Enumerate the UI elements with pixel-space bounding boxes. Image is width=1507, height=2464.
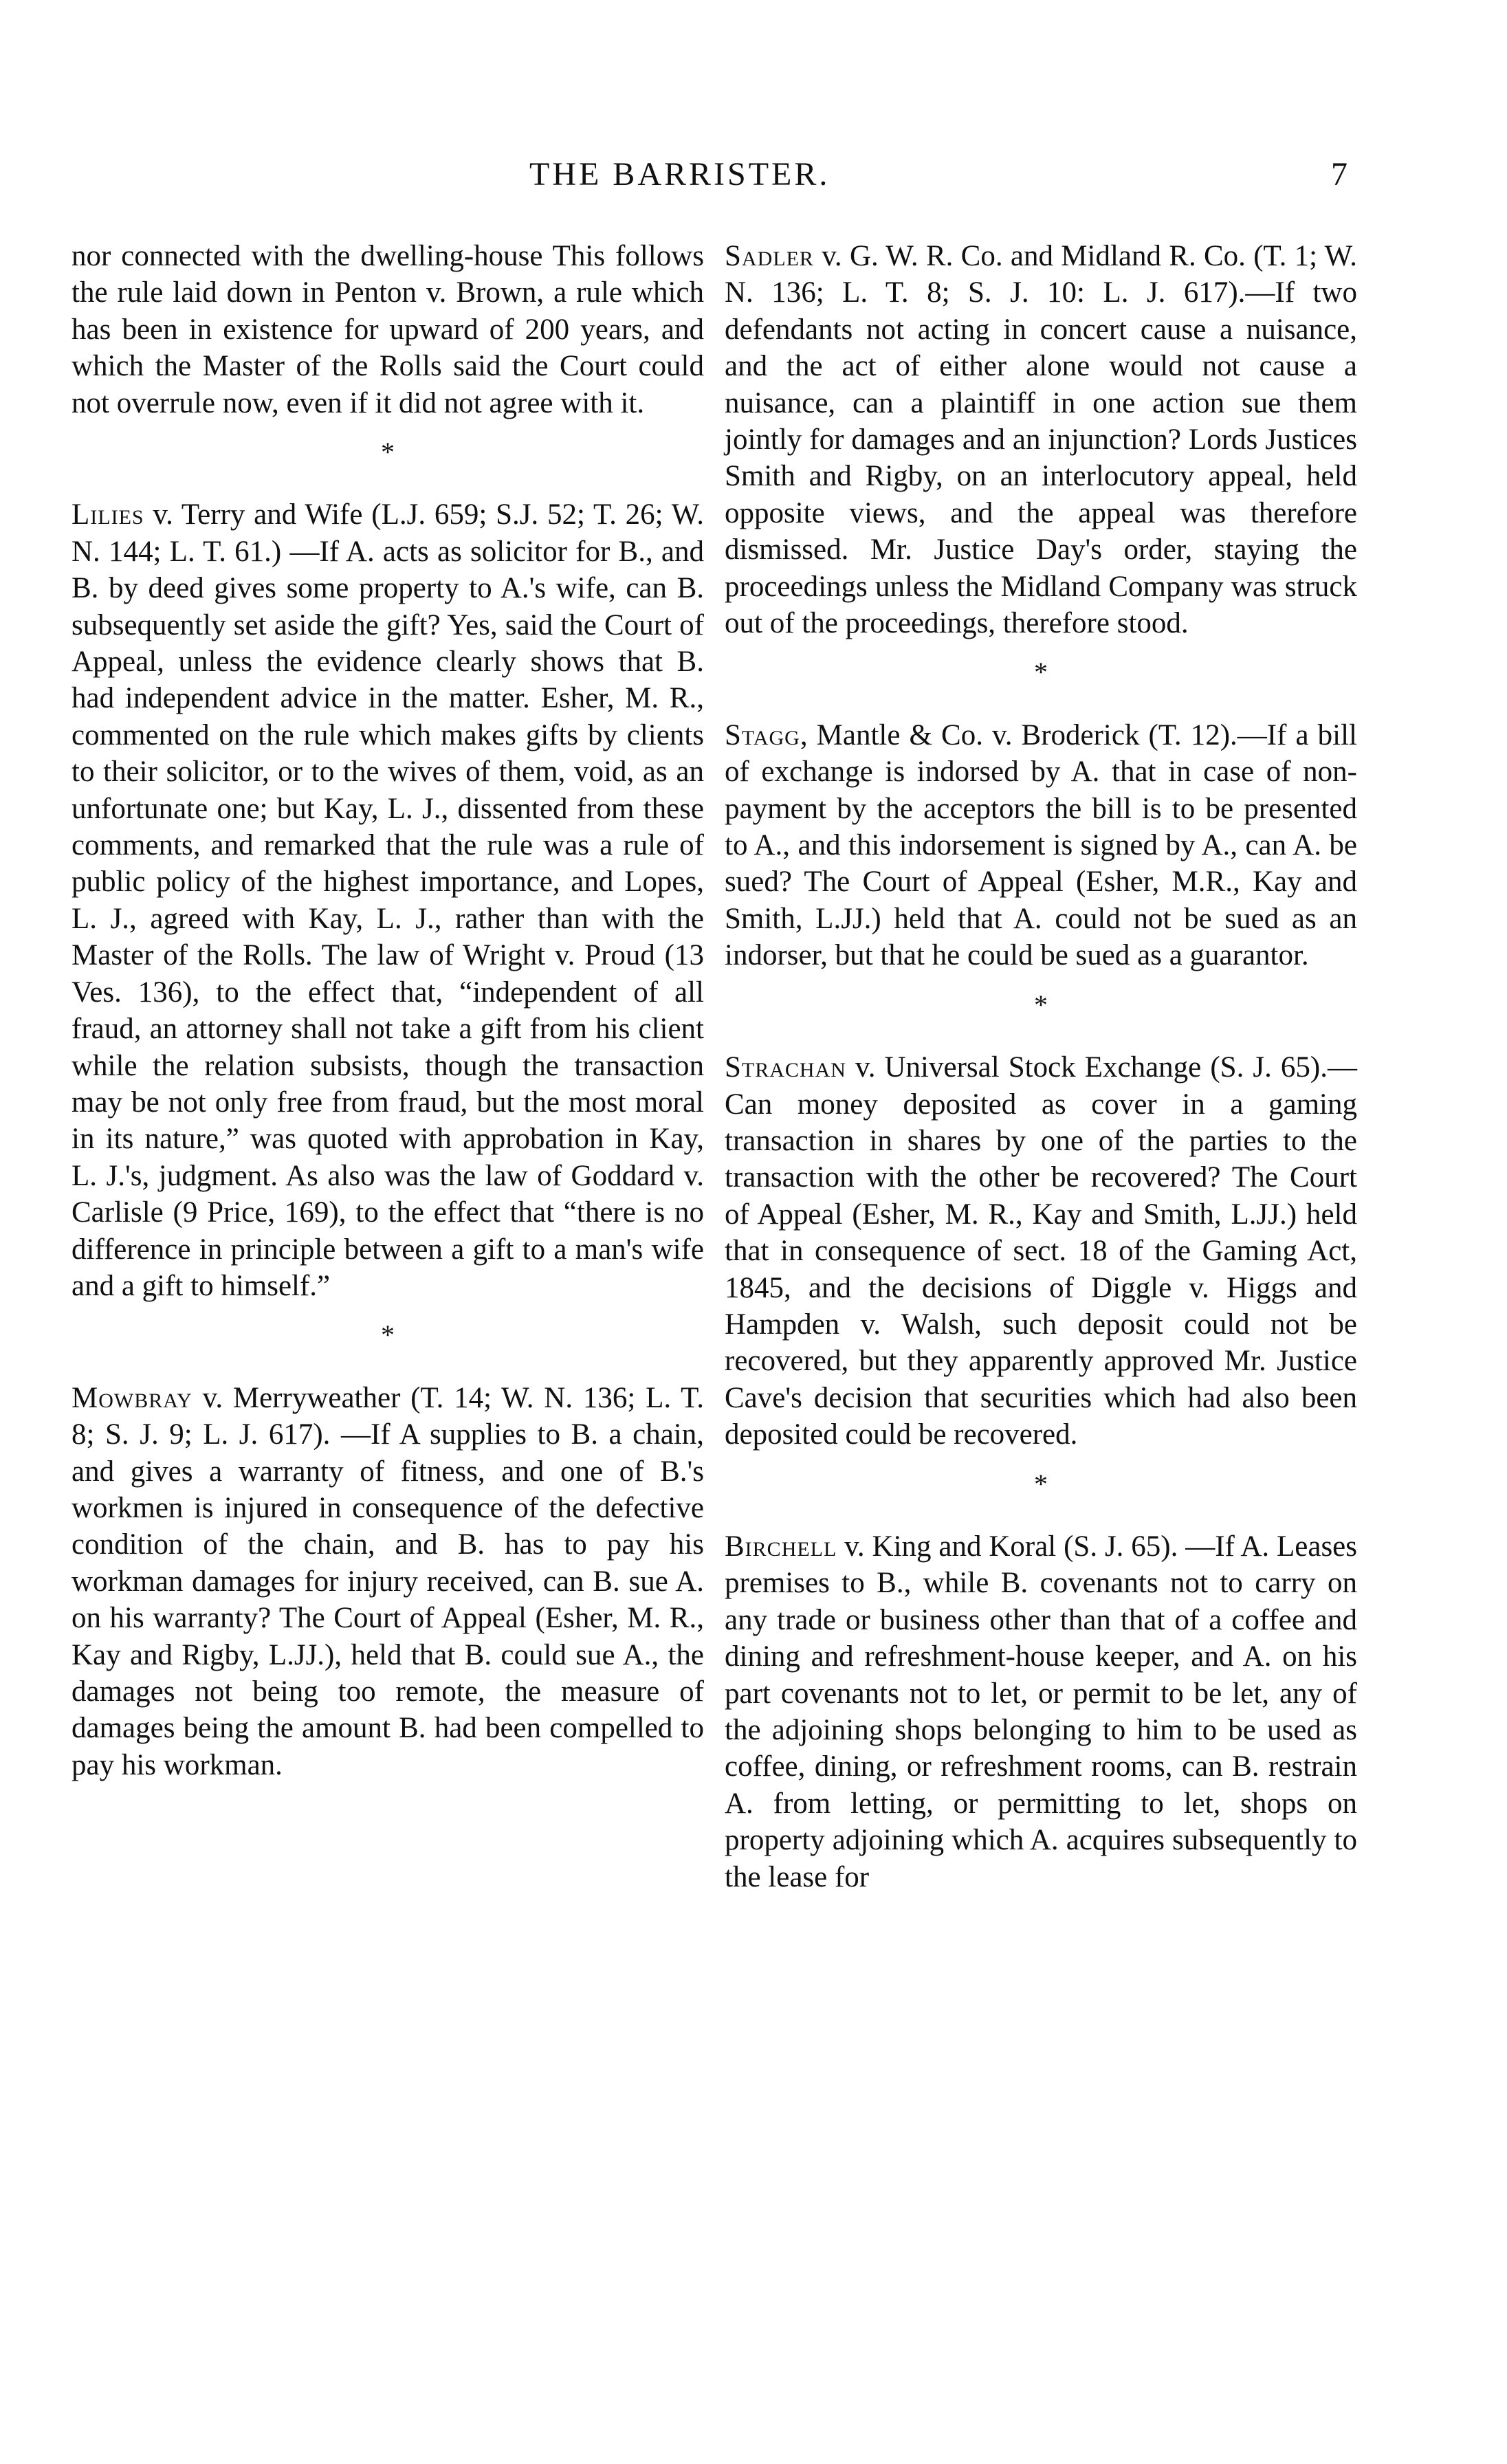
case-entry	[725, 1049, 1357, 1453]
case-text: v. Universal Stock Exchange (S. J. 65).—Can money deposited as cover in a gaming transaction in shares by one of the parties to the transaction with the other be recovered? The Court of Appeal (Esher, M. R., Kay and Smith, L.JJ.) held that in consequence of sect. 18 of the Gaming Act, 1845, and the decisions of Diggle v. Higgs and Hampden v. Walsh, such deposit could not be recovered, but they apparently approved Mr. Justice Cave's decision that securities which had also been deposited could be recovered.	[725, 1051, 1357, 1451]
case-entry	[72, 1380, 704, 1783]
right-column	[725, 238, 1357, 1895]
case-name: Strachan	[725, 1051, 846, 1084]
case-name: Sadler	[725, 240, 814, 272]
case-text: v. Terry and Wife (L.J. 659; S.J. 52; T. 26; W. N. 144; L. T. 61.) —If A. acts as solicitor for B., and B. by deed gives some property to A.'s wife, can B. subsequently set aside the gift? Yes, said the Court of Appeal, unless the evidence clearly shows that B. had independent advice in the matter. Esher, M. R., commented on the rule which makes gifts by clients to their solicitor, or to the wives of them, void, as an unfortunate one; but Kay, L. J., dissented from these comments, and remarked that the rule was a rule of public policy of the highest importance, and Lopes, L. J., agreed with Kay, L. J., rather than with the Master of the Rolls. The law of Wright v. Proud (13 Ves. 136), to the effect that, “independent of all fraud, an attorney shall not take a gift from his client while the relation subsists, though the transaction may be not only free from fraud, but the most moral in its nature,” was quoted with approbation in Kay, L. J.'s, judgment. As also was the law of Goddard v. Carlisle (9 Price, 169), to the effect that “there is no difference in principle between a gift to a man's wife and a gift to himself.”	[72, 498, 704, 1302]
case-name: Lilies	[72, 498, 144, 531]
case-text: , Mantle & Co. v. Broderick (T. 12).—If a bill of exchange is indorsed by A. that in case of non-payment by the acceptors the bill is to be presented to A., and this indorsement is signed by A., can A. be sued? The Court of Appeal (Esher, M.R., Kay and Smith, L.JJ.) held that A. could not be sued as an indorser, but that he could be sued as a guarantor.	[725, 718, 1357, 972]
left-column	[72, 238, 704, 1783]
case-text: v. Merryweather (T. 14; W. N. 136; L. T. 8; S. J. 9; L. J. 617). —If A supplies to B. a chain, and gives a warranty of fitness, and one of B.'s workmen is injured in consequence of the defective condition of the chain, and B. has to pay his workman damages for injury received, can B. sue A. on his warranty? The Court of Appeal (Esher, M. R., Kay and Rigby, L.JJ.), held that B. could sue A., the damages not being too remote, the measure of damages being the amount B. had been compelled to pay his workman.	[72, 1381, 704, 1781]
section-separator: *	[381, 437, 395, 468]
case-name: Mowbray	[72, 1381, 192, 1414]
section-separator: *	[1034, 989, 1048, 1020]
section-separator: *	[1034, 657, 1048, 688]
case-entry	[725, 717, 1357, 974]
case-entry	[72, 496, 704, 1304]
running-head	[0, 155, 1507, 204]
case-name: Birchell	[725, 1530, 837, 1563]
running-title: THE BARRISTER.	[529, 156, 830, 192]
section-separator: *	[381, 1319, 395, 1351]
case-name: Stagg	[725, 718, 800, 751]
continued-paragraph: nor connected with the dwelling-house This follows the rule laid down in Penton v. Brown, a rule which has been in existence for upward of 200 years, and which the Master of the Rolls said the Court could not overrule now, even if it did not agree with it.	[72, 240, 704, 419]
case-entry	[725, 1528, 1357, 1895]
page-number: 7	[1331, 156, 1348, 192]
case-text: v. G. W. R. Co. and Midland R. Co. (T. 1; W. N. 136; L. T. 8; S. J. 10: L. J. 617).—If two defendants not acting in concert cause a nuisance, and the act of either alone would not cause a nuisance, can a plaintiff in one action sue them jointly for damages and an injunction? Lords Justices Smith and Rigby, on an interlocutory appeal, held opposite views, and the appeal was therefore dismissed. Mr. Justice Day's order, staying the proceedings unless the Midland Company was struck out of the proceedings, therefore stood.	[725, 240, 1357, 640]
section-separator: *	[1034, 1468, 1048, 1499]
case-text: v. King and Koral (S. J. 65). —If A. Leases premises to B., while B. covenants not to carry on any trade or business other than that of a coffee and dining and refreshment-house keeper, and A. on his part covenants not to let, or permit to be let, any of the adjoining shops belonging to him to be used as coffee, dining, or refreshment rooms, can B. restrain A. from letting, or permitting to let, shops on property adjoining which A. acquires subsequently to the lease for	[725, 1530, 1357, 1893]
case-entry	[725, 238, 1357, 641]
